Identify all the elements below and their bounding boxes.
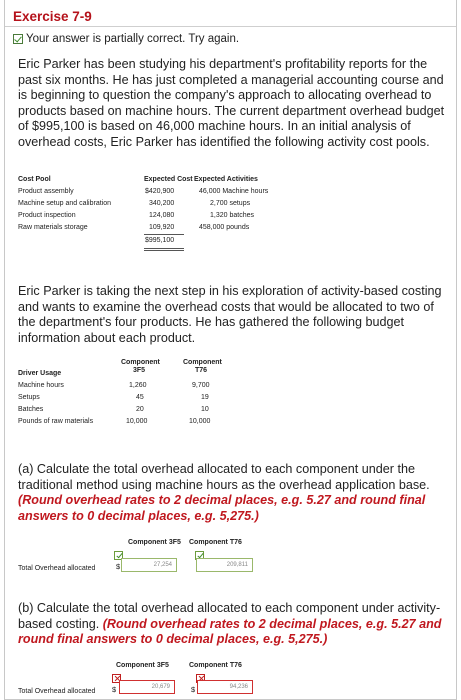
exercise-title: Exercise 7-9 bbox=[13, 9, 92, 24]
pool-activity: 2,700 setups bbox=[210, 200, 251, 207]
part-b-instruction: (Round overhead rates to 2 decimal places, e.g. 5.27 and round final answers to 0 decimal places, e.g. 5,275.) bbox=[18, 616, 442, 646]
part-a-row-label: Total Overhead allocated bbox=[18, 565, 96, 572]
part-b-t76-input[interactable]: 94,236 bbox=[197, 680, 253, 694]
part-a-question bbox=[18, 462, 448, 524]
driver-value-3f5: 1,260 bbox=[129, 382, 147, 389]
driver-label: Machine hours bbox=[18, 382, 64, 389]
part-a-question-text: (a) Calculate the total overhead allocated to each component under the traditional method using machine hours as the overhead application base. bbox=[18, 462, 430, 492]
partial-check-icon bbox=[13, 34, 23, 44]
pool-activity: 458,000 pounds bbox=[199, 224, 250, 231]
driver-value-t76: 10 bbox=[201, 406, 209, 413]
col-header-expected-activities: Expected Activities bbox=[194, 176, 258, 183]
driver-value-3f5: 20 bbox=[136, 406, 144, 413]
driver-label: Pounds of raw materials bbox=[18, 418, 94, 425]
col-header-3f5-line1: Component bbox=[121, 359, 160, 366]
driver-label: Batches bbox=[18, 406, 44, 413]
pool-cost: 109,920 bbox=[149, 224, 175, 231]
part-a-col-t76: Component T76 bbox=[189, 539, 242, 546]
part-b-question bbox=[18, 601, 448, 648]
pool-name: Raw materials storage bbox=[18, 224, 88, 231]
cost-pool-table bbox=[18, 176, 308, 256]
subtotal-rule bbox=[144, 234, 184, 235]
driver-value-3f5: 45 bbox=[136, 394, 144, 401]
part-b-3f5-input[interactable]: 20,679 bbox=[119, 680, 175, 694]
col-header-3f5-line2: 3F5 bbox=[133, 367, 146, 374]
pool-activity: 46,000 Machine hours bbox=[199, 188, 269, 195]
pool-cost: 340,200 bbox=[149, 200, 175, 207]
driver-value-t76: 19 bbox=[201, 394, 209, 401]
part-b-row-label: Total Overhead allocated bbox=[18, 688, 96, 695]
divider bbox=[5, 26, 456, 27]
part-a-col-3f5: Component 3F5 bbox=[128, 539, 181, 546]
currency-symbol: $ bbox=[116, 562, 121, 571]
part-a-instruction: (Round overhead rates to 2 decimal places, e.g. 5.27 and round final answers to 0 decimal places, e.g. 5,275.) bbox=[18, 493, 426, 523]
part-b-question-text: (b) Calculate the total overhead allocated to each component under activity-based costing. bbox=[18, 601, 441, 631]
part-b-col-3f5: Component 3F5 bbox=[116, 662, 169, 669]
pool-cost: 124,080 bbox=[149, 212, 175, 219]
pool-name: Machine setup and calibration bbox=[18, 200, 112, 207]
status-text: Your answer is partially correct. Try again. bbox=[26, 33, 240, 45]
intro-paragraph: Eric Parker has been studying his department's profitability reports for the past six months. He has just completed a managerial accounting course and is beginning to question the company's approach to allocating overhead to products based on machine hours. The current department overhead budget of $995,100 is based on 46,000 machine hours. In an initial analysis of overhead costs, Eric Parker has identified the following activity cost pools. bbox=[18, 57, 445, 149]
col-header-expected-cost: Expected Cost bbox=[144, 176, 193, 183]
second-paragraph: Eric Parker is taking the next step in his exploration of activity-based costing and wants to examine the overhead costs that would be allocated to two of the department's four products. He has gathered the following budget information about each product. bbox=[18, 284, 442, 345]
col-header-t76-line2: T76 bbox=[195, 367, 208, 374]
driver-value-t76: 9,700 bbox=[192, 382, 210, 389]
currency-symbol: $ bbox=[191, 685, 196, 694]
pool-name: Product assembly bbox=[18, 188, 74, 195]
driver-value-t76: 10,000 bbox=[189, 418, 211, 425]
col-header-t76-line1: Component bbox=[183, 359, 222, 366]
pool-total: $995,100 bbox=[145, 237, 175, 244]
driver-usage-table bbox=[18, 358, 258, 428]
pool-name: Product inspection bbox=[18, 212, 76, 219]
driver-label: Setups bbox=[18, 394, 40, 401]
driver-value-3f5: 10,000 bbox=[126, 418, 148, 425]
pool-activity: 1,320 batches bbox=[210, 212, 254, 219]
col-header-cost-pool: Cost Pool bbox=[18, 176, 51, 183]
pool-cost: $420,900 bbox=[145, 188, 175, 195]
total-double-rule bbox=[144, 248, 184, 251]
part-a-t76-input[interactable]: 209,811 bbox=[196, 558, 253, 572]
status-message bbox=[13, 33, 239, 45]
part-a-3f5-input[interactable]: 27,254 bbox=[121, 558, 177, 572]
driver-usage-header: Driver Usage bbox=[18, 370, 62, 377]
part-b-col-t76: Component T76 bbox=[189, 662, 242, 669]
currency-symbol: $ bbox=[112, 685, 117, 694]
